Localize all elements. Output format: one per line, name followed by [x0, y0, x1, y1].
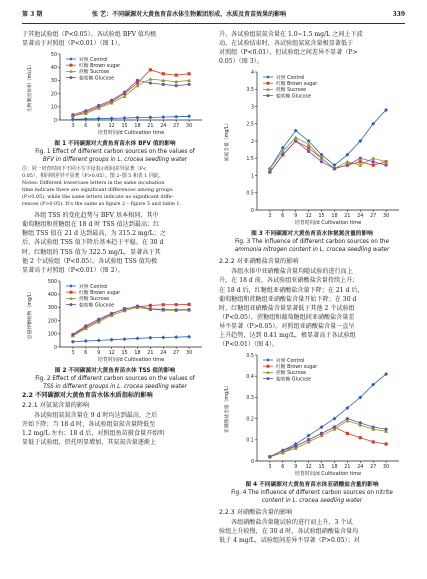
data-point: [110, 338, 114, 342]
data-point: [346, 417, 349, 420]
y-tick-label: 0.3: [246, 396, 254, 402]
y-tick-label: 0.2: [246, 417, 254, 423]
data-point: [71, 333, 74, 336]
data-point: [174, 335, 178, 339]
legend-marker: [70, 64, 73, 67]
data-point: [149, 68, 152, 71]
data-point: [320, 160, 323, 163]
section-heading: 2.2 不同碳源对大黄鱼育苗水体水质指标的影响: [22, 391, 153, 399]
data-point: [123, 116, 127, 120]
intro-line: 显著高于对照组（P<0.01）（图 1）。: [22, 40, 124, 48]
figure-4-caption-en: content in L. crocea seedling water: [261, 498, 363, 505]
data-point: [123, 308, 126, 311]
x-tick-label: 15: [318, 214, 325, 220]
x-tick-label: 9: [97, 124, 101, 130]
legend-label: 葡萄糖 Glucose: [276, 377, 312, 383]
paragraph-line: 动。在试验结束时，各试验组氨氮含量极显著低于: [219, 40, 354, 48]
paragraph-line: 显低于试验组，摂托明显增加，其氨氮含量逐渐上: [22, 439, 157, 447]
paragraph-line: （P<0.05），蔗糖组和葡萄糖组间亚硝酸盐含量差: [219, 313, 355, 321]
figure-3-chart: [219, 66, 405, 226]
data-point: [161, 335, 165, 339]
y-tick-label: 0: [53, 345, 57, 351]
x-tick-label: 6: [84, 124, 88, 130]
legend-label: 蔗糖 Sucrose: [79, 70, 110, 76]
x-tick-label: 21: [147, 124, 154, 130]
y-tick-label: 3: [250, 105, 254, 111]
y-tick-label: 400: [47, 292, 57, 298]
data-point: [135, 116, 139, 120]
x-tick-label: 15: [318, 465, 325, 471]
data-point: [110, 312, 113, 315]
series-line: [73, 81, 189, 115]
legend-label: 蔗糖 Sucrose: [276, 88, 307, 94]
data-point: [187, 72, 190, 75]
data-point: [162, 303, 165, 306]
data-point: [97, 318, 100, 321]
figure-2-caption-en: Fig. 2 Effect of different carbon sources on the values of: [35, 375, 195, 382]
x-tick-label: 3: [71, 350, 75, 356]
legend-label: 蔗糖 Sucrose: [79, 297, 110, 303]
data-point: [135, 336, 139, 340]
data-point: [175, 303, 178, 306]
figure-note: time indicate there are significant differences among groups: [22, 187, 173, 194]
data-point: [123, 337, 127, 341]
y-axis-label: 总悬浮颗粒物（mg/L）: [28, 288, 33, 340]
data-point: [161, 115, 165, 119]
figure-2-caption-cn: 图 2 不同碳源对大黄鱼育苗水体 TSS 值的影响: [54, 367, 176, 374]
x-tick-label: 30: [383, 214, 390, 220]
data-point: [294, 140, 297, 143]
x-tick-label: 18: [331, 465, 338, 471]
legend-marker: [70, 303, 73, 306]
figure-3-caption-cn: 图 3 不同碳源对大黄鱼育苗水体氨氮含量的影响: [251, 231, 373, 238]
data-point: [148, 336, 152, 340]
data-point: [333, 167, 336, 170]
data-point: [97, 338, 101, 342]
y-tick-label: 0.5: [246, 354, 254, 360]
paragraph-line: 糖组 TSS 值在 21 d 达到最高，为 315.2 mg/L；之: [22, 230, 166, 238]
legend-label: 红糖 Brown sugar: [276, 82, 318, 88]
data-point: [294, 445, 297, 448]
x-tick-label: 24: [357, 214, 364, 220]
running-title: 张 艺：不同碳源对大黄鱼育苗水体生物絮团形成、水质及育苗效果的影响: [92, 11, 287, 18]
x-tick-label: 30: [383, 465, 390, 471]
y-tick-label: 0.1: [246, 438, 254, 444]
legend-label: 红糖 Brown sugar: [276, 365, 318, 371]
data-point: [307, 150, 310, 153]
x-tick-label: 12: [108, 124, 115, 130]
y-tick-label: 0: [250, 460, 254, 466]
x-tick-label: 12: [108, 350, 115, 356]
y-tick-label: 100: [47, 332, 57, 338]
figure-1-chart: [22, 48, 208, 136]
paragraph-line: 升，在 18 d 前，各试验组亚硝酸盐含量持续上升；: [219, 277, 359, 285]
figure-note: (P<0.05), while the same letters indicate no significant diffe-: [22, 194, 174, 201]
y-tick-label: 20: [50, 92, 57, 98]
figure-4-caption-cn: 图 4 不同碳源对大黄鱼育苗水体亚硝酸盐含量的影响: [245, 482, 379, 489]
y-axis-label: 氨氮含量（mg/L）: [225, 120, 230, 162]
data-point: [372, 441, 375, 444]
data-point: [371, 157, 375, 161]
figure-note: 0.05），相同则差异不显著（P>0.05）。图 2–图 5 和表 1 同此。: [22, 173, 164, 180]
figure-2-caption-en: TSS in different groups in L. crocea seedling water: [43, 383, 187, 390]
x-tick-label: 21: [344, 214, 351, 220]
x-tick-label: 18: [331, 214, 338, 220]
data-point: [162, 83, 165, 86]
series-line: [73, 307, 189, 335]
figure-1-caption-cn: 图 1 不同碳源对大黄鱼育苗水体 BFV 值的影响: [54, 141, 176, 148]
data-point: [71, 340, 75, 344]
figure-4-chart: [219, 349, 405, 477]
legend-marker: [69, 284, 73, 288]
paragraph-line: 升，各试验组氨氮含量在 1.0~1.5 mg/L 之间上下波: [219, 31, 363, 38]
data-point: [372, 160, 375, 163]
paragraph-line: 显著高于对照组（P<0.01）（图 2）。: [22, 266, 124, 274]
x-tick-label: 3: [71, 124, 75, 130]
x-axis-label: 培育时间/d Cultivation time: [294, 471, 362, 478]
y-tick-label: 200: [47, 319, 57, 325]
series-line: [270, 421, 386, 457]
legend-label: 红糖 Brown sugar: [79, 64, 121, 70]
x-tick-label: 6: [281, 465, 285, 471]
y-tick-label: 4: [250, 71, 254, 77]
paragraph-line: 低于 4 mg/L，试验组间差异不显著（P>0.05）；对: [219, 537, 360, 545]
x-tick-label: 18: [134, 124, 141, 130]
paragraph-line: 他 2 个试验组（P<0.05）。各试验组 TSS 值均极: [22, 257, 158, 265]
figure-4: [219, 349, 405, 481]
issue-number: 第 3 期: [22, 11, 43, 18]
legend-label: 对照 Control: [79, 284, 108, 290]
figure-3-caption-en: ammonia nitrogen content in L. crocea seedling water: [234, 247, 390, 254]
paragraph-line: 1.2 mg/L 左右；18 d 后，对照组鱼苗摄食量开始明: [22, 430, 165, 438]
x-tick-label: 24: [357, 465, 364, 471]
data-point: [359, 436, 362, 439]
legend-marker: [267, 377, 270, 380]
data-point: [372, 426, 375, 429]
x-axis-label: 培育时间/d Cultivation time: [97, 130, 165, 137]
x-tick-label: 3: [268, 214, 272, 220]
data-point: [123, 91, 126, 94]
x-axis-label: 培育时间/d Cultivation time: [294, 220, 362, 227]
legend-marker: [267, 94, 270, 97]
data-point: [307, 147, 310, 150]
data-point: [84, 324, 87, 327]
data-point: [384, 164, 387, 167]
legend-marker: [69, 57, 73, 61]
legend-marker: [267, 82, 270, 85]
y-tick-label: 1.5: [246, 157, 254, 163]
legend-label: 红糖 Brown sugar: [79, 290, 121, 296]
y-tick-label: 1: [250, 174, 254, 180]
x-tick-label: 30: [186, 350, 193, 356]
data-point: [187, 335, 191, 339]
paragraph-line: 后，各试验组 TSS 值下降后基本趋于平稳。在 30 d: [22, 239, 164, 247]
data-point: [187, 114, 191, 118]
legend-label: 葡萄糖 Glucose: [79, 303, 115, 309]
series-line: [73, 337, 189, 342]
x-tick-label: 12: [305, 214, 312, 220]
paragraph-line: 各试验组氨氮含量在 9 d 时均达到最高，之后: [34, 411, 158, 419]
series-line: [270, 141, 386, 172]
y-tick-label: 30: [50, 79, 57, 85]
data-point: [71, 118, 75, 122]
paragraph-line: 0.05）（图 3）。: [219, 58, 263, 66]
data-point: [268, 171, 271, 174]
paragraph-line: 各组硝酸盐含量随试验的进行而上升，3 个试: [231, 519, 353, 527]
paragraph-line: 异不显著（P>0.05）。对照组亚硝酸盐含量一直呈: [219, 322, 355, 330]
data-point: [307, 438, 310, 441]
data-point: [333, 426, 336, 429]
legend-label: 对照 Control: [276, 76, 305, 82]
legend-marker: [267, 365, 270, 368]
x-tick-label: 24: [160, 350, 167, 356]
y-axis-label: 亚硝酸盐含量（mg/L）: [225, 383, 230, 434]
legend-label: 葡萄糖 Glucose: [79, 76, 115, 82]
x-tick-label: 12: [305, 465, 312, 471]
subsection-heading: 2.2.2 对亚硝酸盐含量的影响: [219, 258, 299, 266]
data-point: [136, 304, 139, 307]
figure-note: 注：同一培育时间下不同小写字母表示组间差异显著（P<: [22, 166, 147, 173]
series-line: [270, 427, 386, 457]
x-tick-label: 18: [134, 350, 141, 356]
x-tick-label: 27: [173, 124, 180, 130]
data-point: [162, 72, 165, 75]
series-line: [270, 374, 386, 457]
x-tick-label: 21: [344, 465, 351, 471]
figure-1-caption-en: BFV in different groups in L. crocea seedling water: [42, 157, 188, 164]
paragraph-line: 在 18 d 后，红糖组亚硝酸盐含量下降；在 21 d 后，: [219, 286, 364, 294]
paragraph-line: 各组水体中亚硝酸盐含量均随试验的进行而上: [231, 268, 353, 276]
data-point: [162, 308, 165, 311]
legend-marker: [70, 291, 73, 294]
series-line: [270, 141, 386, 172]
legend-label: 葡萄糖 Glucose: [276, 94, 312, 100]
data-point: [149, 304, 152, 307]
data-point: [268, 455, 271, 458]
data-point: [384, 428, 387, 431]
data-point: [175, 74, 178, 77]
legend-label: 蔗糖 Sucrose: [276, 371, 307, 377]
paragraph-line: （P<0.01）（图 4）。: [219, 341, 279, 349]
y-axis-label: 生物絮团体积（mL/L）: [28, 62, 33, 113]
data-point: [110, 99, 113, 102]
paragraph-line: 时，红糖组亚硝酸盐含量显著低于其他 2 个试验组: [219, 304, 355, 312]
x-tick-label: 9: [97, 350, 101, 356]
x-tick-label: 21: [147, 350, 154, 356]
data-point: [320, 425, 324, 429]
data-point: [84, 109, 87, 112]
y-tick-label: 300: [47, 306, 57, 312]
x-axis-label: 培育时间/d Cultivation time: [97, 356, 165, 363]
y-tick-label: 0: [53, 118, 57, 124]
data-point: [149, 82, 152, 85]
legend-label: 对照 Control: [79, 57, 108, 63]
data-point: [320, 432, 323, 435]
x-tick-label: 15: [121, 350, 128, 356]
data-point: [84, 339, 88, 343]
data-point: [345, 160, 349, 164]
right-column: [219, 30, 405, 546]
x-tick-label: 27: [370, 214, 377, 220]
paragraph-line: 验组上升较慢，在 30 d 时，各试验组硝酸盐含量均: [219, 528, 359, 536]
data-point: [384, 443, 387, 446]
figure-2-chart: [22, 275, 208, 363]
data-point: [174, 115, 178, 119]
data-point: [346, 432, 349, 435]
paragraph-line: 时，红糖组的 TSS 值为 322.5 mg/L，显著高于其: [22, 248, 161, 256]
running-header: [22, 9, 405, 24]
paragraph-line: 上升趋势，达到 0.41 mg/L，极显著高于各试验组: [219, 332, 356, 340]
figure-1: [22, 48, 208, 140]
x-tick-label: 6: [281, 214, 285, 220]
paragraph-line: 葡萄糖组和蔗糖组亚硝酸盐含量开始下降；在 30 d: [219, 295, 357, 303]
figure-3: [219, 66, 405, 230]
legend-marker: [70, 76, 73, 79]
subsection-heading: 2.2.3 对硝酸盐含量的影响: [219, 509, 293, 517]
x-tick-label: 15: [121, 124, 128, 130]
left-column: [22, 30, 208, 447]
y-tick-label: 3.5: [246, 88, 254, 94]
paragraph-line: 对照组（P<0.01），但试验组之间差异不显著（P>: [219, 49, 358, 57]
data-point: [359, 157, 362, 160]
paragraph-line: 各组 TSS 的变化趋势与 BFV 基本相同，其中: [34, 212, 159, 220]
figure-4-caption-en: Fig. 4 The influence of different carbon sources on nitrite: [231, 490, 393, 497]
data-point: [97, 104, 100, 107]
data-point: [187, 83, 190, 86]
data-point: [187, 308, 190, 311]
data-point: [281, 154, 284, 157]
data-point: [307, 434, 311, 438]
data-point: [148, 116, 152, 120]
y-tick-label: 0: [250, 209, 254, 215]
x-tick-label: 30: [186, 124, 193, 130]
data-point: [71, 113, 74, 116]
data-point: [294, 136, 298, 140]
legend-marker: [266, 76, 270, 80]
intro-line: 于其他试验组（P<0.05）。各试验组 BFV 值均极: [22, 31, 157, 38]
data-point: [359, 160, 362, 163]
figure-note: rences (P>0.05). It's the same as figure 2 – figure 5 and table 1.: [22, 201, 182, 208]
legend-marker: [266, 358, 270, 362]
figure-note: Notes: Different lowercase letters in the same incubation: [22, 180, 165, 187]
legend-label: 对照 Control: [276, 359, 305, 365]
y-tick-label: 40: [50, 66, 57, 72]
data-point: [346, 164, 349, 167]
paragraph-line: 开始下降；当 18 d 时，各试验组氨氮含量降低至: [22, 420, 156, 428]
x-tick-label: 24: [160, 124, 167, 130]
data-point: [136, 79, 139, 82]
data-point: [359, 421, 362, 424]
data-point: [175, 308, 178, 311]
data-point: [149, 307, 152, 310]
figure-1-caption-en: Fig. 1 Effect of different carbon sources on the values of: [35, 149, 195, 156]
y-tick-label: 2.5: [246, 122, 254, 128]
y-tick-label: 0.5: [246, 191, 254, 197]
x-tick-label: 9: [294, 214, 298, 220]
page-number: 339: [392, 11, 405, 18]
series-line: [270, 110, 386, 169]
subsection-heading: 2.2.1 对氨氮含量的影响: [22, 401, 90, 409]
figure-2: [22, 275, 208, 367]
data-point: [175, 84, 178, 87]
series-line: [73, 116, 189, 119]
data-point: [281, 449, 284, 452]
figure-3-caption-en: Fig. 3 The influence of different carbon sources on the: [235, 239, 389, 246]
y-tick-label: 500: [47, 279, 57, 285]
data-point: [372, 164, 375, 167]
y-tick-label: 50: [50, 52, 57, 58]
paragraph-line: 葡萄糖组和蔗糖组在 18 d 时 TSS 值达到最高；红: [22, 221, 160, 229]
x-tick-label: 6: [84, 350, 88, 356]
x-tick-label: 27: [370, 465, 377, 471]
y-tick-label: 10: [50, 105, 57, 111]
x-tick-label: 9: [294, 465, 298, 471]
data-point: [187, 303, 190, 306]
y-tick-label: 0.4: [246, 375, 254, 381]
x-tick-label: 3: [268, 465, 272, 471]
x-tick-label: 27: [173, 350, 180, 356]
y-tick-label: 2: [250, 140, 254, 146]
